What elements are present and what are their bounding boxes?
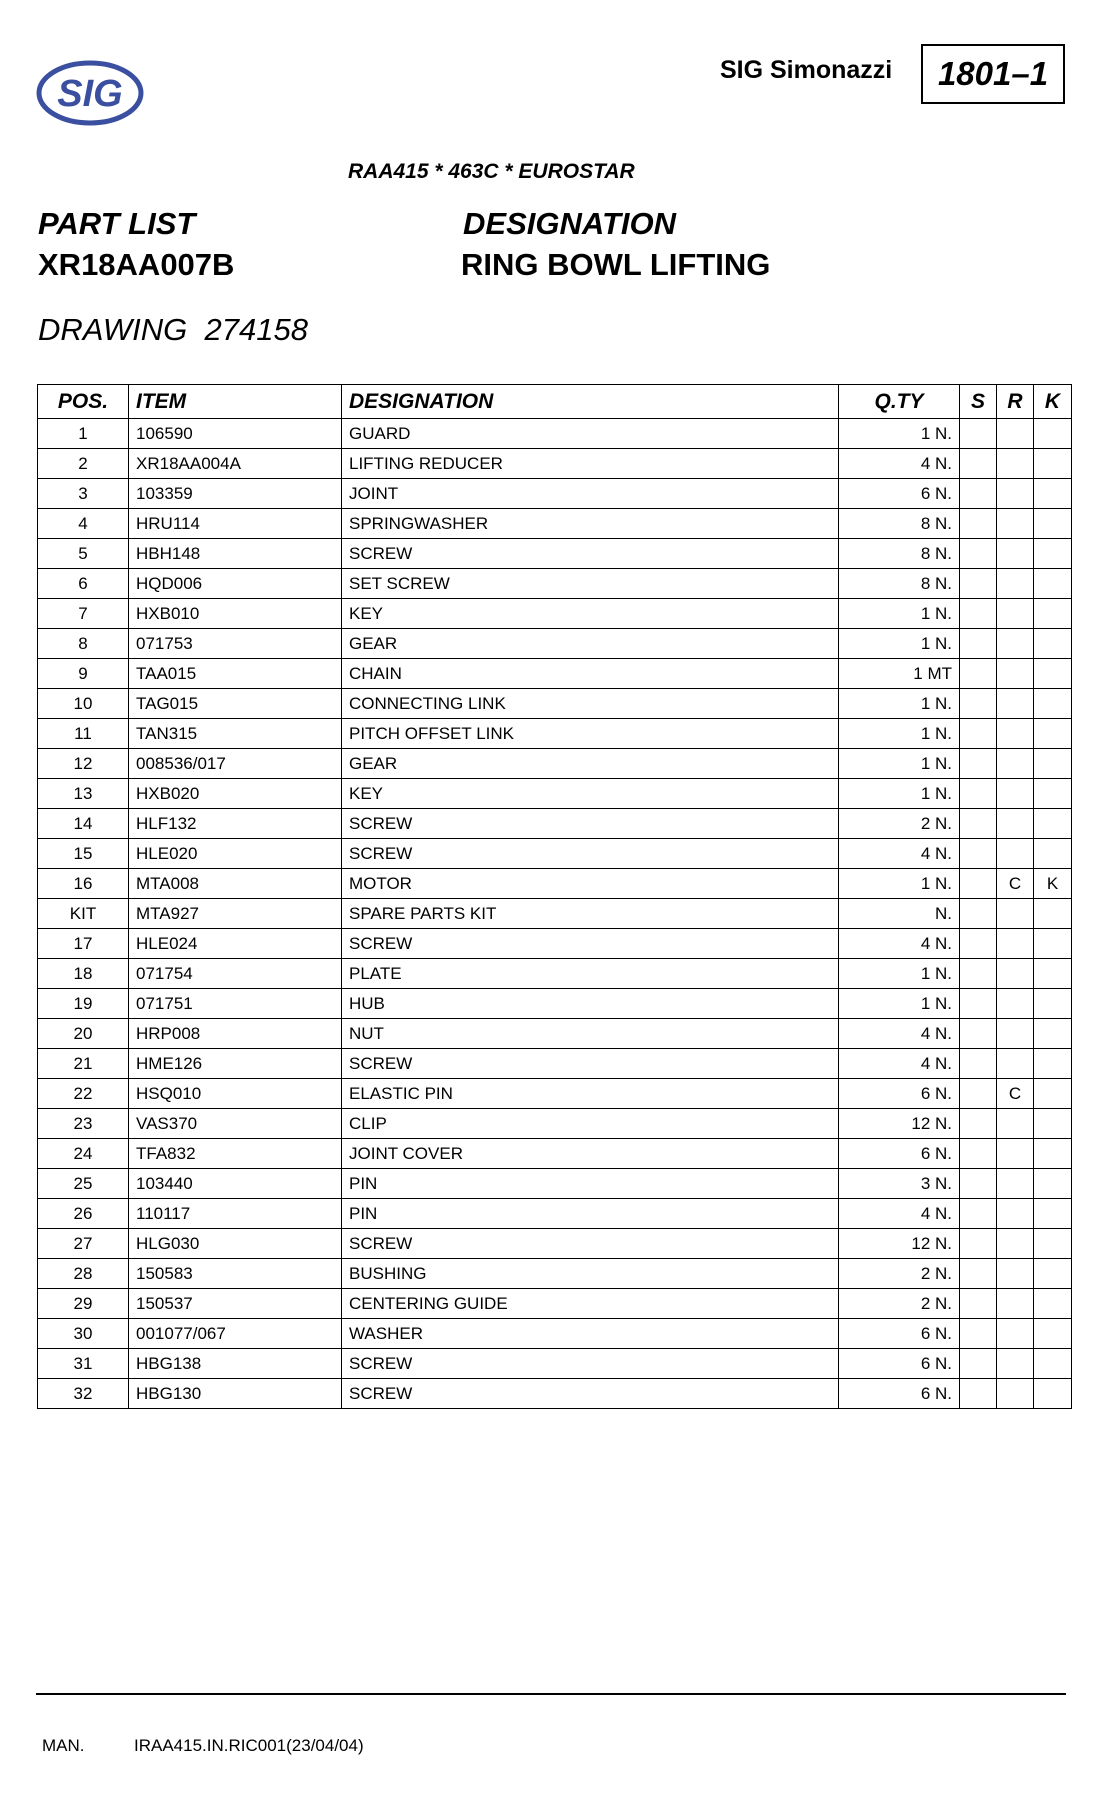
cell-pos: 18 bbox=[38, 959, 129, 989]
cell-s bbox=[960, 509, 997, 539]
cell-r bbox=[997, 1379, 1034, 1409]
cell-k bbox=[1034, 719, 1072, 749]
header-designation: DESIGNATION bbox=[342, 385, 839, 419]
cell-qty: 6 N. bbox=[839, 1379, 960, 1409]
drawing-number: DRAWING 274158 bbox=[38, 312, 308, 347]
cell-k bbox=[1034, 1079, 1072, 1109]
cell-qty: 8 N. bbox=[839, 539, 960, 569]
cell-k bbox=[1034, 1319, 1072, 1349]
table-row bbox=[38, 1259, 1072, 1289]
cell-r bbox=[997, 629, 1034, 659]
cell-designation: BUSHING bbox=[342, 1259, 839, 1289]
cell-qty: 6 N. bbox=[839, 1139, 960, 1169]
cell-r bbox=[997, 539, 1034, 569]
table-row bbox=[38, 509, 1072, 539]
cell-r: C bbox=[997, 869, 1034, 899]
cell-k bbox=[1034, 959, 1072, 989]
cell-item: TFA832 bbox=[129, 1139, 342, 1169]
table-row bbox=[38, 539, 1072, 569]
cell-s bbox=[960, 569, 997, 599]
cell-item: HBG138 bbox=[129, 1349, 342, 1379]
cell-k bbox=[1034, 1379, 1072, 1409]
table-row bbox=[38, 1139, 1072, 1169]
cell-qty: 12 N. bbox=[839, 1109, 960, 1139]
cell-s bbox=[960, 1379, 997, 1409]
cell-designation: HUB bbox=[342, 989, 839, 1019]
cell-designation: SCREW bbox=[342, 929, 839, 959]
cell-pos: 20 bbox=[38, 1019, 129, 1049]
table-row bbox=[38, 989, 1072, 1019]
cell-pos: 29 bbox=[38, 1289, 129, 1319]
cell-r bbox=[997, 959, 1034, 989]
table-row bbox=[38, 1109, 1072, 1139]
cell-r bbox=[997, 479, 1034, 509]
cell-qty: 8 N. bbox=[839, 509, 960, 539]
cell-qty: 1 N. bbox=[839, 629, 960, 659]
cell-item: HBG130 bbox=[129, 1379, 342, 1409]
table-row bbox=[38, 1289, 1072, 1319]
cell-pos: 5 bbox=[38, 539, 129, 569]
table-row bbox=[38, 1349, 1072, 1379]
cell-k bbox=[1034, 1049, 1072, 1079]
cell-s bbox=[960, 1259, 997, 1289]
cell-s bbox=[960, 809, 997, 839]
cell-pos: 24 bbox=[38, 1139, 129, 1169]
cell-pos: 16 bbox=[38, 869, 129, 899]
cell-pos: 11 bbox=[38, 719, 129, 749]
cell-qty: 6 N. bbox=[839, 1319, 960, 1349]
parts-table-body bbox=[38, 419, 1072, 1409]
header-qty: Q.TY bbox=[839, 385, 960, 419]
cell-item: HME126 bbox=[129, 1049, 342, 1079]
cell-pos: 22 bbox=[38, 1079, 129, 1109]
cell-k bbox=[1034, 929, 1072, 959]
cell-r: C bbox=[997, 1079, 1034, 1109]
cell-qty: 1 N. bbox=[839, 869, 960, 899]
cell-s bbox=[960, 539, 997, 569]
cell-designation: SCREW bbox=[342, 539, 839, 569]
cell-designation: GEAR bbox=[342, 629, 839, 659]
cell-k bbox=[1034, 539, 1072, 569]
table-row bbox=[38, 809, 1072, 839]
cell-designation: ELASTIC PIN bbox=[342, 1079, 839, 1109]
table-row bbox=[38, 1229, 1072, 1259]
cell-pos: 4 bbox=[38, 509, 129, 539]
cell-pos: 27 bbox=[38, 1229, 129, 1259]
cell-s bbox=[960, 749, 997, 779]
cell-item: HXB010 bbox=[129, 599, 342, 629]
footer-reference: IRAA415.IN.RIC001(23/04/04) bbox=[134, 1736, 364, 1755]
cell-s bbox=[960, 1049, 997, 1079]
cell-r bbox=[997, 749, 1034, 779]
table-row bbox=[38, 779, 1072, 809]
cell-r bbox=[997, 1259, 1034, 1289]
cell-designation: CENTERING GUIDE bbox=[342, 1289, 839, 1319]
cell-r bbox=[997, 989, 1034, 1019]
cell-qty: 2 N. bbox=[839, 1289, 960, 1319]
table-row bbox=[38, 1169, 1072, 1199]
cell-designation: KEY bbox=[342, 779, 839, 809]
cell-r bbox=[997, 509, 1034, 539]
cell-r bbox=[997, 719, 1034, 749]
cell-pos: 15 bbox=[38, 839, 129, 869]
cell-qty: 4 N. bbox=[839, 839, 960, 869]
cell-s bbox=[960, 659, 997, 689]
cell-designation: GUARD bbox=[342, 419, 839, 449]
cell-s bbox=[960, 1349, 997, 1379]
cell-k bbox=[1034, 809, 1072, 839]
cell-designation: JOINT bbox=[342, 479, 839, 509]
cell-pos: 25 bbox=[38, 1169, 129, 1199]
cell-designation: CHAIN bbox=[342, 659, 839, 689]
part-list-label: PART LIST bbox=[38, 206, 196, 241]
cell-item: 150583 bbox=[129, 1259, 342, 1289]
cell-s bbox=[960, 1169, 997, 1199]
table-row bbox=[38, 629, 1072, 659]
table-row bbox=[38, 929, 1072, 959]
cell-k bbox=[1034, 989, 1072, 1019]
cell-r bbox=[997, 1049, 1034, 1079]
table-row bbox=[38, 1019, 1072, 1049]
cell-qty: 3 N. bbox=[839, 1169, 960, 1199]
cell-item: HLG030 bbox=[129, 1229, 342, 1259]
cell-item: 071751 bbox=[129, 989, 342, 1019]
cell-item: 150537 bbox=[129, 1289, 342, 1319]
cell-designation: NUT bbox=[342, 1019, 839, 1049]
cell-k bbox=[1034, 1199, 1072, 1229]
cell-qty: 1 N. bbox=[839, 779, 960, 809]
cell-qty: N. bbox=[839, 899, 960, 929]
cell-pos: 19 bbox=[38, 989, 129, 1019]
table-row bbox=[38, 479, 1072, 509]
cell-s bbox=[960, 419, 997, 449]
cell-qty: 2 N. bbox=[839, 1259, 960, 1289]
cell-k bbox=[1034, 479, 1072, 509]
cell-qty: 8 N. bbox=[839, 569, 960, 599]
cell-k bbox=[1034, 659, 1072, 689]
cell-k bbox=[1034, 1139, 1072, 1169]
cell-k bbox=[1034, 899, 1072, 929]
cell-r bbox=[997, 599, 1034, 629]
cell-k bbox=[1034, 449, 1072, 479]
table-row bbox=[38, 719, 1072, 749]
cell-s bbox=[960, 989, 997, 1019]
cell-r bbox=[997, 1199, 1034, 1229]
cell-designation: PIN bbox=[342, 1199, 839, 1229]
cell-pos: 31 bbox=[38, 1349, 129, 1379]
cell-s bbox=[960, 719, 997, 749]
cell-designation: SCREW bbox=[342, 1349, 839, 1379]
cell-k bbox=[1034, 1019, 1072, 1049]
designation-value: RING BOWL LIFTING bbox=[461, 247, 771, 282]
cell-r bbox=[997, 809, 1034, 839]
cell-item: MTA008 bbox=[129, 869, 342, 899]
cell-item: 106590 bbox=[129, 419, 342, 449]
cell-item: TAA015 bbox=[129, 659, 342, 689]
cell-k bbox=[1034, 419, 1072, 449]
cell-k bbox=[1034, 1289, 1072, 1319]
cell-designation: SPRINGWASHER bbox=[342, 509, 839, 539]
cell-item: HSQ010 bbox=[129, 1079, 342, 1109]
cell-r bbox=[997, 569, 1034, 599]
cell-pos: 17 bbox=[38, 929, 129, 959]
cell-s bbox=[960, 899, 997, 929]
cell-pos: 13 bbox=[38, 779, 129, 809]
cell-r bbox=[997, 1289, 1034, 1319]
table-row bbox=[38, 749, 1072, 779]
cell-pos: 8 bbox=[38, 629, 129, 659]
cell-s bbox=[960, 1229, 997, 1259]
header-pos: POS. bbox=[38, 385, 129, 419]
cell-designation: LIFTING REDUCER bbox=[342, 449, 839, 479]
cell-k bbox=[1034, 629, 1072, 659]
cell-s bbox=[960, 1289, 997, 1319]
cell-designation: SCREW bbox=[342, 1049, 839, 1079]
table-row bbox=[38, 1379, 1072, 1409]
cell-r bbox=[997, 1349, 1034, 1379]
brand-name: SIG Simonazzi bbox=[720, 56, 893, 84]
cell-designation: GEAR bbox=[342, 749, 839, 779]
cell-r bbox=[997, 1109, 1034, 1139]
cell-qty: 1 N. bbox=[839, 989, 960, 1019]
cell-designation: KEY bbox=[342, 599, 839, 629]
cell-s bbox=[960, 1109, 997, 1139]
cell-k bbox=[1034, 1169, 1072, 1199]
page-number: 1801–1 bbox=[937, 55, 1049, 92]
cell-k: K bbox=[1034, 869, 1072, 899]
cell-item: 008536/017 bbox=[129, 749, 342, 779]
cell-s bbox=[960, 629, 997, 659]
cell-k bbox=[1034, 1349, 1072, 1379]
table-row bbox=[38, 1319, 1072, 1349]
cell-r bbox=[997, 1319, 1034, 1349]
cell-item: HLF132 bbox=[129, 809, 342, 839]
cell-item: 103440 bbox=[129, 1169, 342, 1199]
cell-qty: 6 N. bbox=[839, 1349, 960, 1379]
cell-s bbox=[960, 449, 997, 479]
cell-r bbox=[997, 1019, 1034, 1049]
table-row bbox=[38, 419, 1072, 449]
part-list-code: XR18AA007B bbox=[38, 247, 235, 282]
table-row bbox=[38, 839, 1072, 869]
cell-r bbox=[997, 659, 1034, 689]
cell-pos: 1 bbox=[38, 419, 129, 449]
footer-divider bbox=[36, 1693, 1066, 1695]
table-row bbox=[38, 689, 1072, 719]
cell-k bbox=[1034, 569, 1072, 599]
cell-item: HQD006 bbox=[129, 569, 342, 599]
cell-designation: CLIP bbox=[342, 1109, 839, 1139]
cell-pos: 7 bbox=[38, 599, 129, 629]
cell-pos: 10 bbox=[38, 689, 129, 719]
cell-pos: 23 bbox=[38, 1109, 129, 1139]
cell-qty: 4 N. bbox=[839, 929, 960, 959]
cell-pos: 26 bbox=[38, 1199, 129, 1229]
cell-k bbox=[1034, 509, 1072, 539]
cell-pos: KIT bbox=[38, 899, 129, 929]
parts-table bbox=[37, 384, 1072, 1409]
cell-pos: 3 bbox=[38, 479, 129, 509]
header-item: ITEM bbox=[129, 385, 342, 419]
cell-item: HLE020 bbox=[129, 839, 342, 869]
table-header-row bbox=[38, 385, 1072, 419]
cell-designation: SPARE PARTS KIT bbox=[342, 899, 839, 929]
table-row bbox=[38, 899, 1072, 929]
cell-s bbox=[960, 1199, 997, 1229]
cell-qty: 2 N. bbox=[839, 809, 960, 839]
cell-r bbox=[997, 839, 1034, 869]
cell-pos: 21 bbox=[38, 1049, 129, 1079]
table-row bbox=[38, 1199, 1072, 1229]
cell-s bbox=[960, 959, 997, 989]
cell-item: TAN315 bbox=[129, 719, 342, 749]
cell-qty: 1 MT bbox=[839, 659, 960, 689]
cell-item: HRP008 bbox=[129, 1019, 342, 1049]
cell-designation: WASHER bbox=[342, 1319, 839, 1349]
cell-pos: 32 bbox=[38, 1379, 129, 1409]
cell-item: HXB020 bbox=[129, 779, 342, 809]
logo-text: SIG bbox=[57, 73, 123, 115]
cell-r bbox=[997, 1139, 1034, 1169]
cell-item: 071753 bbox=[129, 629, 342, 659]
page-number-box bbox=[921, 44, 1065, 104]
header-k: K bbox=[1034, 385, 1072, 419]
cell-s bbox=[960, 1019, 997, 1049]
header-s: S bbox=[960, 385, 997, 419]
cell-s bbox=[960, 599, 997, 629]
cell-designation: SCREW bbox=[342, 1229, 839, 1259]
cell-item: VAS370 bbox=[129, 1109, 342, 1139]
table-row bbox=[38, 599, 1072, 629]
cell-item: TAG015 bbox=[129, 689, 342, 719]
cell-designation: SCREW bbox=[342, 809, 839, 839]
cell-r bbox=[997, 419, 1034, 449]
table-row bbox=[38, 569, 1072, 599]
table-row bbox=[38, 1079, 1072, 1109]
cell-qty: 1 N. bbox=[839, 689, 960, 719]
cell-k bbox=[1034, 1229, 1072, 1259]
cell-pos: 12 bbox=[38, 749, 129, 779]
cell-designation: CONNECTING LINK bbox=[342, 689, 839, 719]
cell-designation: SCREW bbox=[342, 1379, 839, 1409]
cell-designation: PITCH OFFSET LINK bbox=[342, 719, 839, 749]
cell-r bbox=[997, 1229, 1034, 1259]
cell-qty: 6 N. bbox=[839, 479, 960, 509]
cell-s bbox=[960, 839, 997, 869]
cell-r bbox=[997, 1169, 1034, 1199]
cell-k bbox=[1034, 749, 1072, 779]
cell-item: XR18AA004A bbox=[129, 449, 342, 479]
cell-s bbox=[960, 779, 997, 809]
cell-k bbox=[1034, 1259, 1072, 1289]
cell-item: HRU114 bbox=[129, 509, 342, 539]
cell-item: 071754 bbox=[129, 959, 342, 989]
cell-qty: 6 N. bbox=[839, 1079, 960, 1109]
cell-k bbox=[1034, 779, 1072, 809]
sig-logo bbox=[36, 60, 144, 126]
cell-r bbox=[997, 899, 1034, 929]
cell-s bbox=[960, 689, 997, 719]
cell-s bbox=[960, 929, 997, 959]
cell-pos: 28 bbox=[38, 1259, 129, 1289]
cell-item: HBH148 bbox=[129, 539, 342, 569]
cell-item: 001077/067 bbox=[129, 1319, 342, 1349]
cell-pos: 2 bbox=[38, 449, 129, 479]
designation-label: DESIGNATION bbox=[463, 206, 676, 241]
cell-designation: SET SCREW bbox=[342, 569, 839, 599]
cell-r bbox=[997, 779, 1034, 809]
table-row bbox=[38, 959, 1072, 989]
cell-pos: 30 bbox=[38, 1319, 129, 1349]
cell-s bbox=[960, 1319, 997, 1349]
cell-pos: 9 bbox=[38, 659, 129, 689]
cell-k bbox=[1034, 1109, 1072, 1139]
table-row bbox=[38, 659, 1072, 689]
cell-qty: 1 N. bbox=[839, 719, 960, 749]
cell-designation: PIN bbox=[342, 1169, 839, 1199]
cell-designation: JOINT COVER bbox=[342, 1139, 839, 1169]
table-row bbox=[38, 1049, 1072, 1079]
cell-qty: 1 N. bbox=[839, 419, 960, 449]
cell-s bbox=[960, 479, 997, 509]
cell-r bbox=[997, 689, 1034, 719]
cell-k bbox=[1034, 599, 1072, 629]
cell-qty: 1 N. bbox=[839, 599, 960, 629]
cell-designation: PLATE bbox=[342, 959, 839, 989]
cell-qty: 4 N. bbox=[839, 1049, 960, 1079]
cell-qty: 1 N. bbox=[839, 959, 960, 989]
cell-item: 110117 bbox=[129, 1199, 342, 1229]
cell-s bbox=[960, 1079, 997, 1109]
table-row bbox=[38, 869, 1072, 899]
cell-r bbox=[997, 929, 1034, 959]
table-row bbox=[38, 449, 1072, 479]
header-r: R bbox=[997, 385, 1034, 419]
cell-item: 103359 bbox=[129, 479, 342, 509]
cell-qty: 12 N. bbox=[839, 1229, 960, 1259]
cell-k bbox=[1034, 689, 1072, 719]
cell-item: MTA927 bbox=[129, 899, 342, 929]
cell-k bbox=[1034, 839, 1072, 869]
cell-s bbox=[960, 869, 997, 899]
cell-pos: 6 bbox=[38, 569, 129, 599]
cell-qty: 4 N. bbox=[839, 1199, 960, 1229]
cell-qty: 4 N. bbox=[839, 1019, 960, 1049]
cell-s bbox=[960, 1139, 997, 1169]
cell-qty: 4 N. bbox=[839, 449, 960, 479]
cell-item: HLE024 bbox=[129, 929, 342, 959]
cell-designation: SCREW bbox=[342, 839, 839, 869]
cell-pos: 14 bbox=[38, 809, 129, 839]
model-line: RAA415 * 463C * EUROSTAR bbox=[348, 160, 635, 183]
cell-qty: 1 N. bbox=[839, 749, 960, 779]
footer-man: MAN. bbox=[42, 1736, 85, 1755]
cell-r bbox=[997, 449, 1034, 479]
cell-designation: MOTOR bbox=[342, 869, 839, 899]
